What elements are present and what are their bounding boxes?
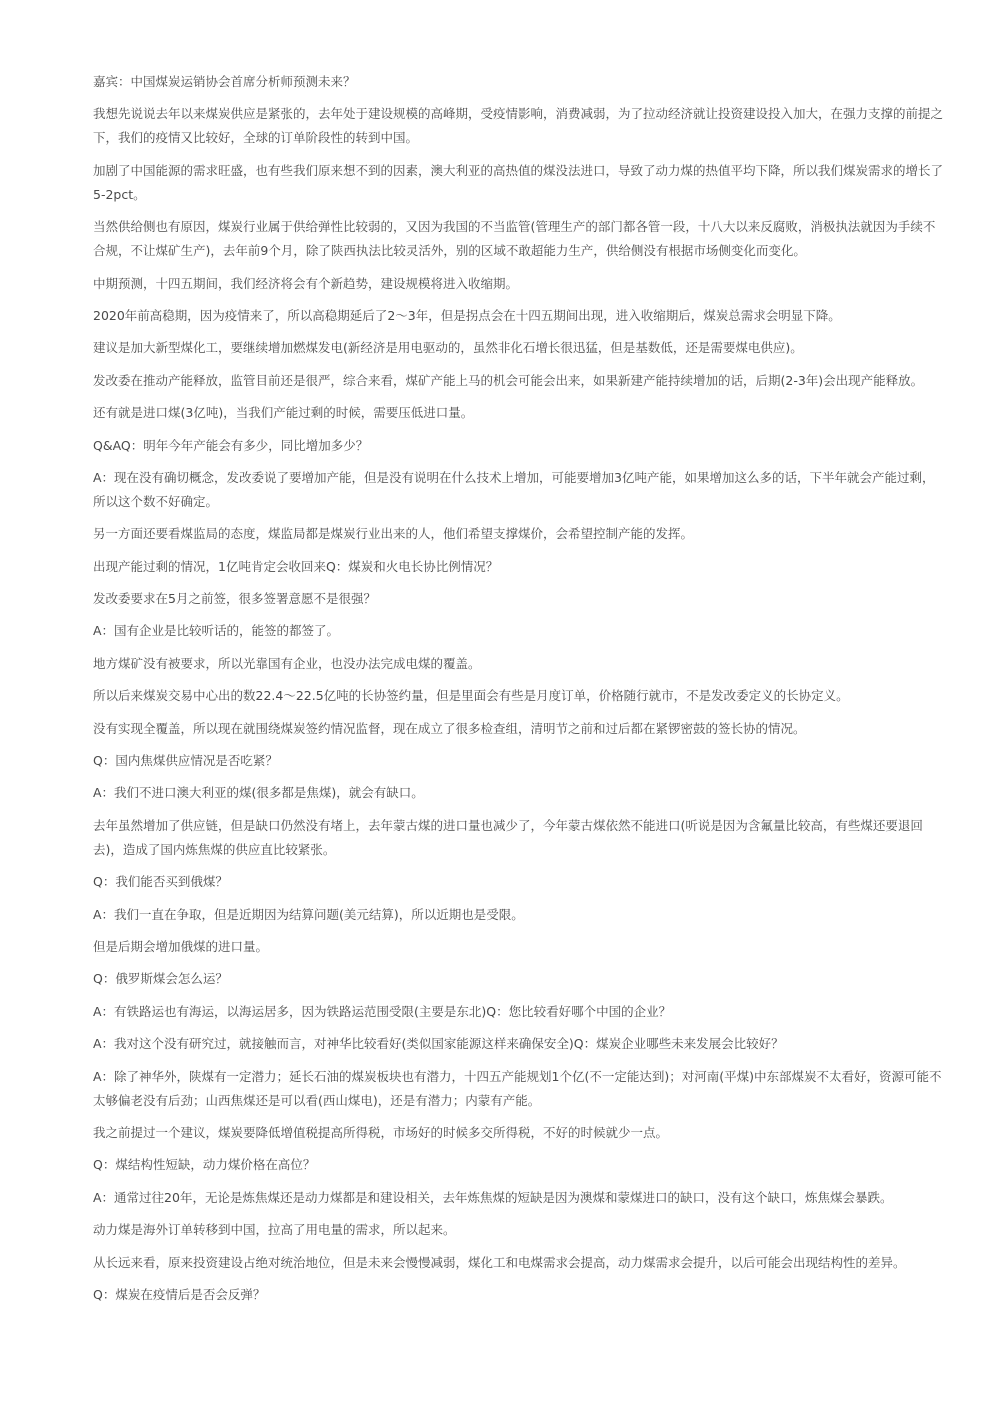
qa-answer: A：我们不进口澳大利亚的煤(很多都是焦煤)，就会有缺口。 xyxy=(93,785,424,801)
qa-answer: A：通常过往20年，无论是炼焦煤还是动力煤都是和建设相关，去年炼焦煤的短缺是因为澳煤和蒙煤进口的缺口，没有这个缺口，炼焦煤会暴跌。 xyxy=(93,1189,893,1205)
paragraph: 发改委要求在5月之前签，很多签署意愿不是很强？ xyxy=(93,591,376,607)
qa-answer: A：我们一直在争取，但是近期因为结算问题(美元结算)，所以近期也是受限。 xyxy=(93,906,524,922)
qa-question: Q：煤炭在疫情后是否会反弹？ xyxy=(93,1286,266,1302)
paragraph: 我之前提过一个建议，煤炭要降低增值税提高所得税，市场好的时候多交所得税，不好的时候就少一点。 xyxy=(93,1124,669,1140)
paragraph: 还有就是进口煤(3亿吨)，当我们产能过剩的时候，需要压低进口量。 xyxy=(93,405,474,421)
qa-question: Q：我们能否买到俄煤？ xyxy=(93,874,228,890)
qa-answer: A：有铁路运也有海运，以海运居多，因为铁路运范围受限(主要是东北)Q：您比较看好哪个中国的企业？ xyxy=(93,1003,672,1019)
paragraph: 去年虽然增加了供应链，但是缺口仍然没有堵上，去年蒙古煤的进口量也减少了，今年蒙古煤依然不能进口(听说是因为含氟量比较高，有些煤还要退回去)，造成了国内炼焦煤的供应直比较紧张。 xyxy=(93,817,923,857)
qa-question: Q：俄罗斯煤会怎么运？ xyxy=(93,971,228,987)
paragraph: 2020年前高稳期，因为疫情来了，所以高稳期延后了2～3年，但是拐点会在十四五期间出现，进入收缩期后，煤炭总需求会明显下降。 xyxy=(93,307,841,323)
paragraph: 中期预测，十四五期间，我们经济将会有个新趋势，建设规模将进入收缩期。 xyxy=(93,275,519,291)
paragraph-guest-intro: 嘉宾：中国煤炭运销协会首席分析师预测未来？ xyxy=(93,74,356,89)
paragraph: 动力煤是海外订单转移到中国，拉高了用电量的需求，所以起来。 xyxy=(93,1222,456,1238)
qa-answer: A：现在没有确切概念，发改委说了要增加产能，但是没有说明在什么技术上增加，可能要增加3亿吨产能，如果增加这么多的话，下半年就会产能过剩，所以这个数不好确定。 xyxy=(93,469,935,509)
document-body xyxy=(93,70,943,1315)
paragraph: 发改委在推动产能释放，监管目前还是很严，综合来看，煤矿产能上马的机会可能会出来，如果新建产能持续增加的话，后期(2-3年)会出现产能释放。 xyxy=(93,372,924,388)
paragraph: 地方煤矿没有被要求，所以光靠国有企业，也没办法完成电煤的覆盖。 xyxy=(93,655,481,671)
qa-answer: A：我对这个没有研究过，就接触而言，对神华比较看好(类似国家能源这样来确保安全)Q：煤炭企业哪些未来发展会比较好？ xyxy=(93,1036,784,1052)
qa-question: Q：国内焦煤供应情况是否吃紧？ xyxy=(93,753,278,769)
paragraph: 所以后来煤炭交易中心出的数22.4～22.5亿吨的长协签约量，但是里面会有些是月度订单，价格随行就市，不是发改委定义的长协定义。 xyxy=(93,688,849,704)
qa-answer: A：国有企业是比较听话的，能签的都签了。 xyxy=(93,623,340,639)
paragraph: 当然供给侧也有原因，煤炭行业属于供给弹性比较弱的，又因为我国的不当监管(管理生产的部门都各管一段，十八大以来反腐败，消极执法就因为手续不合规，不让煤矿生产)，去年前9个月，除了陕西执法比较灵活外，别的区域不敢超能力生产，供给侧没有根据市场侧变化而变化。 xyxy=(93,219,936,259)
paragraph: 我想先说说去年以来煤炭供应是紧张的，去年处于建设规模的高峰期，受疫情影响，消费减弱，为了拉动经济就让投资建设投入加大，在强力支撑的前提之下，我们的疫情又比较好，全球的订单阶段性的转到中国。 xyxy=(93,106,944,146)
paragraph: 出现产能过剩的情况，1亿吨肯定会收回来Q：煤炭和火电长协比例情况？ xyxy=(93,558,499,574)
paragraph: 另一方面还要看煤监局的态度，煤监局都是煤炭行业出来的人，他们希望支撑煤价，会希望控制产能的发挥。 xyxy=(93,526,694,542)
qa-question: Q&AQ：明年今年产能会有多少，同比增加多少？ xyxy=(93,437,369,453)
paragraph: 从长远来看，原来投资建设占绝对统治地位，但是未来会慢慢减弱，煤化工和电煤需求会提高，动力煤需求会提升，以后可能会出现结构性的差异。 xyxy=(93,1254,906,1270)
paragraph: 加剧了中国能源的需求旺盛，也有些我们原来想不到的因素，澳大利亚的高热值的煤没法进口，导致了动力煤的热值平均下降，所以我们煤炭需求的增长了5-2pct。 xyxy=(93,162,944,202)
paragraph: 建议是加大新型煤化工，要继续增加燃煤发电(新经济是用电驱动的，虽然非化石增长很迅猛，但是基数低，还是需要煤电供应)。 xyxy=(93,340,803,356)
qa-answer: A：除了神华外，陕煤有一定潜力；延长石油的煤炭板块也有潜力，十四五产能规划1个亿(不一定能达到)；对河南(平煤)中东部煤炭不太看好，资源可能不太够偏老没有后劲；山西焦煤还是可以看(西山煤电)，还是有潜力；内蒙有产能。 xyxy=(93,1068,942,1108)
paragraph: 但是后期会增加俄煤的进口量。 xyxy=(93,938,269,954)
paragraph: 没有实现全覆盖，所以现在就围绕煤炭签约情况监督，现在成立了很多检查组，清明节之前和过后都在紧锣密鼓的签长协的情况。 xyxy=(93,720,806,736)
qa-question: Q：煤结构性短缺，动力煤价格在高位？ xyxy=(93,1157,316,1173)
